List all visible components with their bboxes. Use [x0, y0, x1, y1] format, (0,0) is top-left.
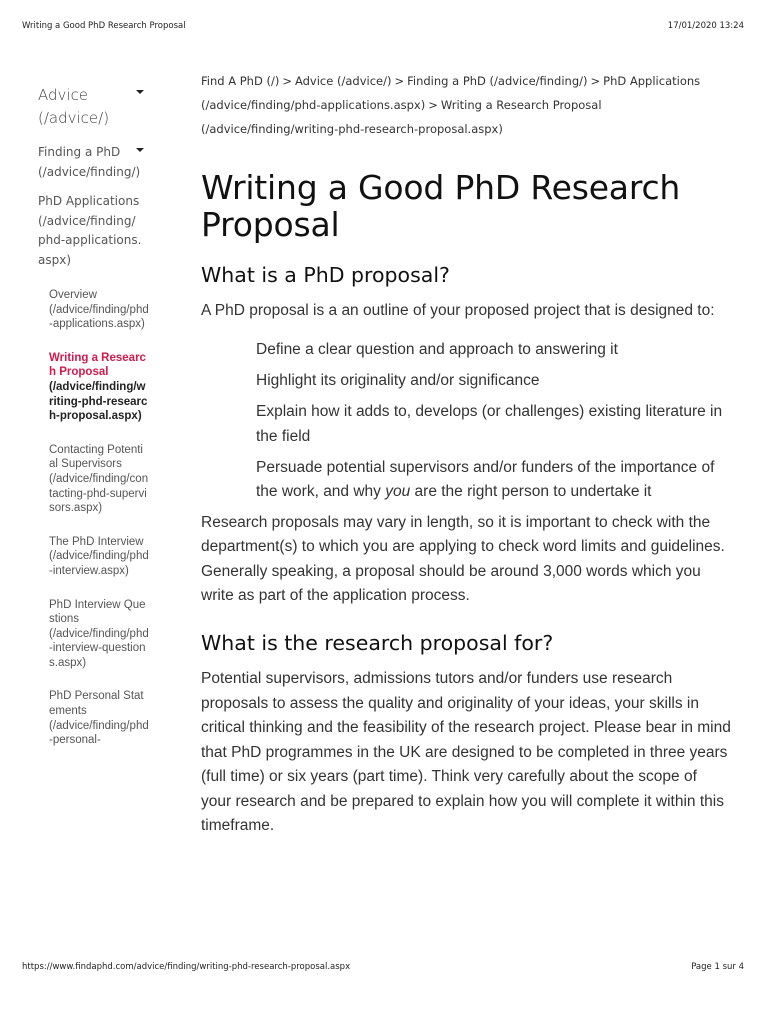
- sidebar-item-label: The PhD Interview: [49, 535, 144, 548]
- breadcrumb: [201, 69, 701, 141]
- breadcrumb-item[interactable]: Find A PhD (/): [201, 74, 280, 88]
- sidebar-item-writing-research-proposal[interactable]: [49, 351, 149, 424]
- print-footer-page: Page 1 sur 4: [691, 962, 744, 972]
- sidebar-item-url: (/advice/finding/phd-applications.aspx): [49, 303, 149, 331]
- breadcrumb-item[interactable]: Finding a PhD (/advice/finding/): [407, 74, 588, 88]
- sidebar-item-url: (/advice/finding/phd-personal-: [49, 719, 149, 747]
- sidebar-item-label: Writing a Research Proposal: [49, 351, 146, 379]
- sidebar-nav: [38, 84, 158, 767]
- sidebar-item-advice[interactable]: [38, 84, 158, 130]
- breadcrumb-separator: >: [394, 74, 405, 88]
- sidebar-item-contacting-supervisors[interactable]: [49, 443, 149, 516]
- list-item: Explain how it adds to, develops (or challenges) existing literature in the field: [256, 403, 723, 445]
- breadcrumb-item[interactable]: Advice (/advice/): [294, 74, 392, 88]
- chevron-down-icon[interactable]: [136, 90, 144, 94]
- page-title: Writing a Good PhD Research Proposal: [201, 168, 681, 244]
- section-heading: What is the research proposal for?: [201, 631, 554, 656]
- sidebar-item-phd-applications[interactable]: [38, 192, 142, 270]
- sidebar-item-url: (/advice/finding/writing-phd-research-proposal.aspx): [49, 380, 148, 423]
- sidebar-item-url: (/advice/finding/contacting-phd-supervisors.aspx): [49, 472, 149, 515]
- sidebar-item-label: PhD Applications: [38, 194, 140, 208]
- sidebar-item-overview[interactable]: [49, 288, 149, 332]
- sidebar-item-finding-a-phd[interactable]: [38, 143, 158, 182]
- sidebar-item-url: (/advice/finding/): [38, 164, 141, 179]
- breadcrumb-item[interactable]: Writing a Research Proposal (/advice/finding/writing-phd-research-proposal.aspx): [201, 98, 602, 136]
- sidebar-item-label: Contacting Potential Supervisors: [49, 443, 143, 471]
- sidebar-item-phd-interview[interactable]: [49, 535, 149, 579]
- breadcrumb-separator: >: [282, 74, 292, 88]
- sidebar-item-personal-statements[interactable]: [49, 689, 149, 747]
- print-footer-url: https://www.findaphd.com/advice/finding/writing-phd-research-proposal.aspx: [22, 962, 351, 972]
- section-heading: What is a PhD proposal?: [201, 263, 450, 287]
- sidebar-item-url: (/advice/): [38, 109, 110, 127]
- sidebar-item-label: Advice: [38, 86, 89, 104]
- list-item-text: are the right person to undertake it: [410, 482, 652, 500]
- sidebar-item-url: (/advice/finding/phd-interview.aspx): [49, 550, 149, 577]
- breadcrumb-separator: >: [590, 74, 601, 88]
- sidebar-item-url: (/advice/finding/phd-applications.aspx): [38, 213, 142, 267]
- breadcrumb-item[interactable]: PhD Applications (/advice/finding/phd-applications.aspx): [201, 74, 701, 112]
- sidebar-subnav: [49, 288, 149, 748]
- sidebar-item-label: PhD Personal Statements: [49, 690, 144, 718]
- body-paragraph: Potential supervisors, admissions tutors and/or funders use research proposals to assess the quality and originality of your ideas, your skills in critical thinking and the feasibility of the research project. Please bear in mind that PhD programmes in the UK are designed to be completed in three years (full time) or six years (part time). Think very carefully about the scope of your research and be prepared to explain how you will complete it within this timeframe.: [201, 670, 731, 834]
- chevron-down-icon[interactable]: [136, 148, 144, 152]
- proposal-purpose-list: [256, 338, 726, 504]
- sidebar-item-label: Finding a PhD: [38, 145, 121, 159]
- body-paragraph: Research proposals may vary in length, so it is important to check with the department(s) to which you are applying to check word limits and guidelines. Generally speaking, a proposal should be around 3,000 words which you write as part of the application process.: [201, 513, 725, 605]
- list-item: Highlight its originality and/or significance: [256, 372, 540, 390]
- list-item: [256, 456, 726, 505]
- sidebar-item-url: (/advice/finding/phd-interview-questions.aspx): [49, 627, 149, 669]
- intro-paragraph: A PhD proposal is a an outline of your proposed project that is designed to:: [201, 302, 715, 319]
- print-header-datetime: 17/01/2020 13:24: [667, 21, 744, 31]
- breadcrumb-separator: >: [428, 98, 438, 112]
- list-item: Define a clear question and approach to answering it: [256, 341, 618, 359]
- emphasis-text: you: [385, 482, 411, 500]
- sidebar-item-interview-questions[interactable]: [49, 598, 149, 671]
- sidebar-item-label: Overview: [49, 289, 97, 301]
- print-header-title: Writing a Good PhD Research Proposal: [22, 21, 186, 31]
- sidebar-item-label: PhD Interview Questions: [49, 598, 146, 626]
- article-main: [201, 69, 731, 838]
- list-item-text: Persuade potential supervisors and/or funders of the importance of the work, and why: [256, 458, 715, 500]
